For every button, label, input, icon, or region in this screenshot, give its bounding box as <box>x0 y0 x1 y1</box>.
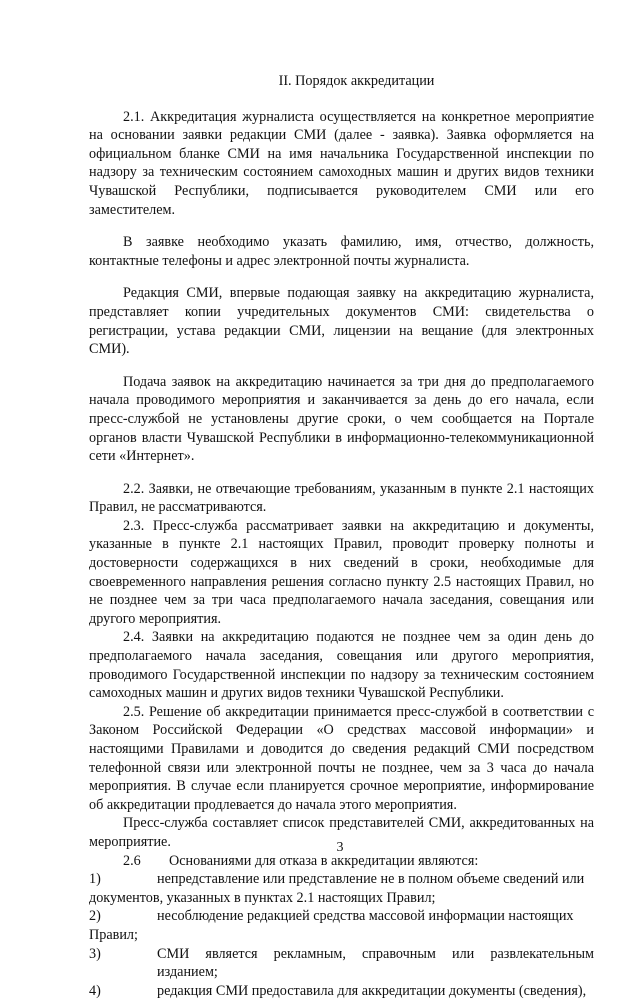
section-title: II. Порядок аккредитации <box>278 73 435 89</box>
list-item-number: 1) <box>89 871 101 888</box>
list-item-number: 3) <box>89 945 101 962</box>
refusal-list-item-2 <box>89 907 594 944</box>
refusal-grounds-number: 2.6 <box>123 852 141 869</box>
paragraph-first-application: Редакция СМИ, впервые подающая заявку на аккредитацию журналиста, представляет копии учредительных документов СМИ: свидетельства о регистрации, устава редакции СМИ, лицензии на вещание (для электронных СМИ). <box>89 285 594 358</box>
paragraph-2-4: 2.4. Заявки на аккредитацию подаются не позднее чем за один день до предполагаемого начала заседания, совещания или другого мероприятия, проводимого Государственной инспекции по надзору за техническим состоянием самоходных машин и других видов техники Чувашской Республики. <box>89 629 594 702</box>
page-number: 3 <box>336 840 344 855</box>
list-item-text: несоблюдение редакцией средства массовой информации настоящих <box>157 908 574 925</box>
paragraph-2-3: 2.3. Пресс-служба рассматривает заявки на аккредитацию и документы, указанные в пункте 2.1 настоящих Правил, проводит проверку полноты и достоверности содержащихся в них сведений в сроки, необходимые для своевременного направления решения согласно пункту 2.5 настоящих Правил, но не позднее чем за три часа предполагаемого начала заседания, совещания или другого мероприятия. <box>89 517 594 627</box>
paragraph-2-1: 2.1. Аккредитация журналиста осуществляется на конкретное мероприятие на основании заявки редакции СМИ (далее - заявка). Заявка оформляется на официальном бланке СМИ на имя начальника Государственной инспекции по надзору за техническим состоянием самоходных машин и других видов техники Чувашской Республики, подписывается руководителем СМИ или его заместителем. <box>89 108 594 218</box>
paragraph-application-fields: В заявке необходимо указать фамилию, имя, отчество, должность, контактные телефоны и адрес электронной почты журналиста. <box>89 234 594 269</box>
list-item-continuation: Правил; <box>89 926 138 943</box>
refusal-grounds-text: Основаниями для отказа в аккредитации являются: <box>169 852 479 869</box>
list-item-number: 4) <box>89 982 101 999</box>
list-item-text: редакция СМИ предоставила для аккредитации документы (сведения), <box>157 982 587 999</box>
refusal-list-item-4 <box>89 982 594 1000</box>
paragraph-submission-period: Подача заявок на аккредитацию начинается за три дня до предполагаемого начала проводимого мероприятия и заканчивается за день до его начала, если пресс-службой не установлены другие сроки, о чем сообщается на Портале органов власти Чувашской Республики в информационно-телекоммуникационной сети «Интернет». <box>89 373 594 465</box>
list-item-text: СМИ является рекламным, справочным или развлекательным изданием; <box>157 945 594 981</box>
list-item-continuation: документов, указанных в пунктах 2.1 настоящих Правил; <box>89 889 436 906</box>
list-item-number: 2) <box>89 908 101 925</box>
paragraph-2-5: 2.5. Решение об аккредитации принимается пресс-службой в соответствии с Законом Российской Федерации «О средствах массовой информации» и настоящими Правилами и доводится до сведения редакций СМИ посредством телефонной связи или электронной почты не позднее, чем за 3 часа до начала мероприятия. В случае если планируется срочное мероприятие, информирование об аккредитации продлевается до начала этого мероприятия. <box>89 703 594 813</box>
paragraph-press-list: Пресс-служба составляет список представителей СМИ, аккредитованных на мероприятие. <box>89 815 594 850</box>
paragraph-2-2: 2.2. Заявки, не отвечающие требованиям, указанным в пункте 2.1 настоящих Правил, не рассматриваются. <box>89 480 594 516</box>
refusal-list-item-3 <box>89 945 594 982</box>
list-item-text: непредставление или представление не в полном объеме сведений или <box>157 871 585 888</box>
